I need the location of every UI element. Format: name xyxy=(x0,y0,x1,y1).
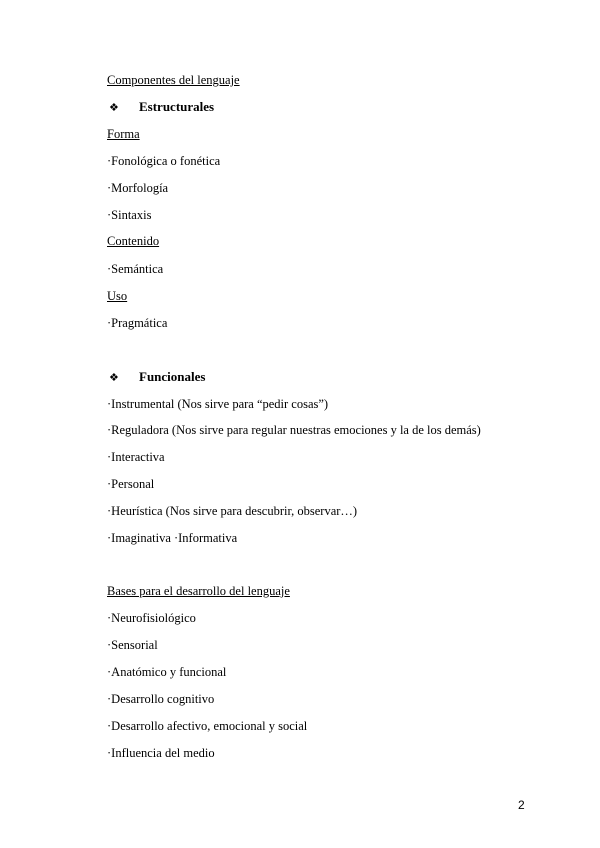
subheading-uso: Uso xyxy=(107,289,128,303)
page-number: 2 xyxy=(518,798,525,812)
list-item: ·Neurofisiológico xyxy=(107,611,196,625)
subheading-contenido: Contenido xyxy=(107,234,160,248)
list-item: ·Sintaxis xyxy=(107,208,152,222)
list-item: ·Desarrollo cognitivo xyxy=(107,692,215,706)
list-item: ·Morfología xyxy=(107,181,169,195)
list-item: ·Pragmática xyxy=(107,316,168,330)
heading-estructurales xyxy=(109,99,214,116)
diamond-bullet-icon: ❖ xyxy=(109,102,119,114)
list-item: ·Instrumental (Nos sirve para “pedir cosas”) xyxy=(107,397,329,411)
list-item: ·Heurística (Nos sirve para descubrir, observar…) xyxy=(107,504,358,518)
list-item: ·Sensorial xyxy=(107,638,158,652)
diamond-bullet-icon: ❖ xyxy=(109,372,119,384)
list-item: ·Interactiva xyxy=(107,450,165,464)
list-item: ·Anatómico y funcional xyxy=(107,665,227,679)
heading-estructurales-label: Estructurales xyxy=(139,99,215,114)
list-item: ·Imaginativa ·Informativa xyxy=(107,531,238,545)
list-item: ·Fonológica o fonética xyxy=(107,154,221,168)
list-item: ·Personal xyxy=(107,477,155,491)
heading-funcionales xyxy=(109,369,205,386)
list-item: ·Semántica xyxy=(107,262,164,276)
subheading-forma: Forma xyxy=(107,127,140,141)
section-title-bases: Bases para el desarrollo del lenguaje xyxy=(107,584,290,598)
list-item: ·Desarrollo afectivo, emocional y social xyxy=(107,719,308,733)
section-title-componentes: Componentes del lenguaje xyxy=(107,73,240,87)
list-item: ·Reguladora (Nos sirve para regular nuestras emociones y la de los demás) xyxy=(107,423,481,437)
list-item: ·Influencia del medio xyxy=(107,746,215,760)
heading-funcionales-label: Funcionales xyxy=(139,369,206,384)
